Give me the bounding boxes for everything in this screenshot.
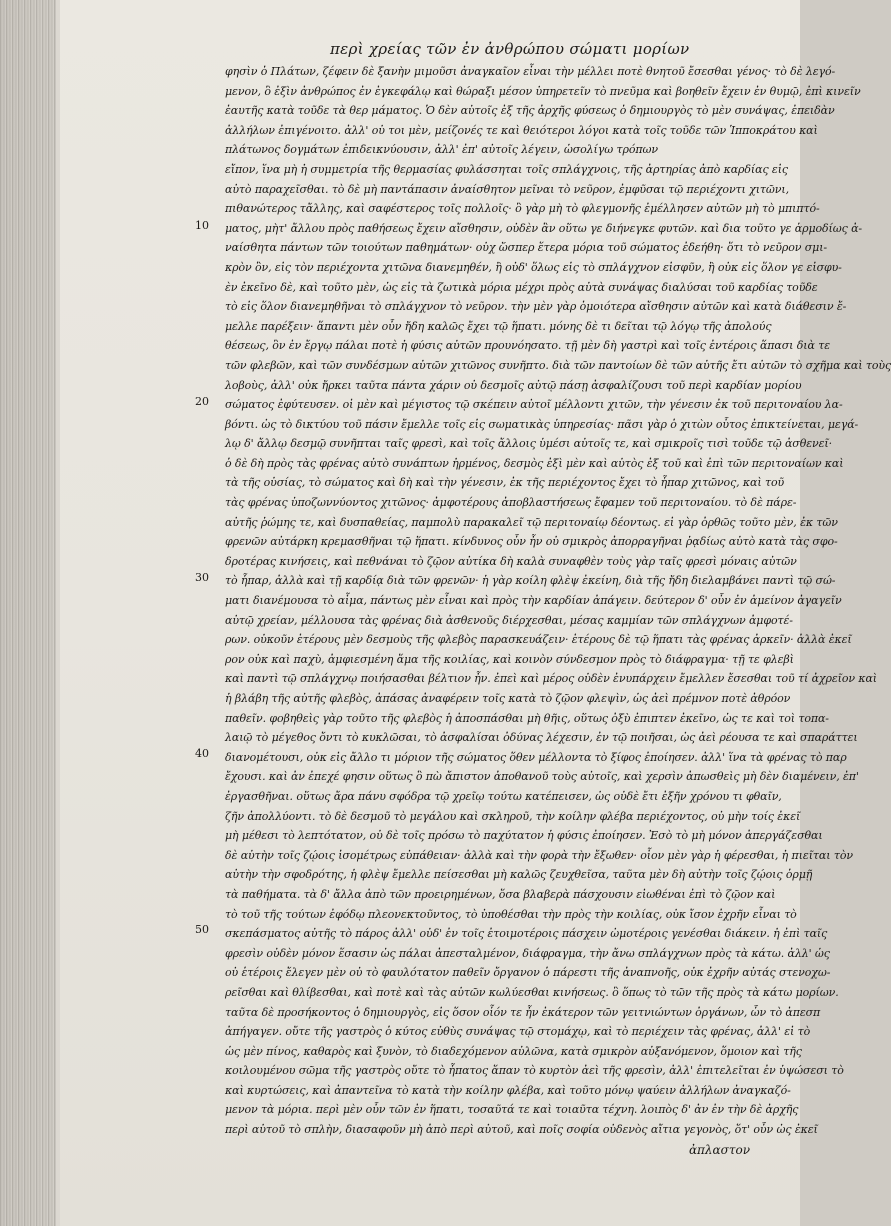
- text-line: ἔχουσι. καὶ ἀν ἐπεχέ φησιν οὕτως ὃ πὼ ἄπιστον ἀποθανοῦ τοὺς αὐτοῖς, καὶ χερσὶν ἀπωσθεὶς μὴ δὲν διαμένειν, ἐπ': [225, 770, 859, 784]
- text-line: περὶ αὐτοῦ τὸ σπλὴν, διασαφοῦν μὴ ἀπὸ περὶ αὐτοῦ, καὶ ποῖς σοφία οὐδενὸς αἴτια γεγονὸς, ὅτ' οὖν ὡς ἐκεῖ: [225, 1123, 818, 1137]
- text-line: ματος, μὴτ' ἄλλου πρὸς παθήσεως ἔχειν αἴσθησιν, οὐδὲν ἂν οὕτω γε διήνεγκε φυτῶν. καὶ δια τοῦτο γε ἁρμοδίως ἀ-: [225, 221, 863, 235]
- text-line: δὲ αὐτὴν τοῖς ζῴοις ἰσομέτρως εὐπάθειαν· ἀλλὰ καὶ τὴν φορὰ τὴν ἔξωθεν· οἷον μὲν γὰρ ἡ φέρεσθαι, ἡ πιεῖται τὸν: [225, 848, 853, 862]
- text-line: βόντι. ὡς τὸ δικτύου τοῦ πάσιν ἔμελλε τοῖς εἰς σωματικὰς ὑπηρεσίας· πᾶσι γὰρ ὁ χιτὼν οὗτος ἐπικτείνεται, μεγά-: [225, 417, 859, 431]
- text-line: ρων. οὐκοῦν ἑτέρους μὲν δεσμοὺς τῆς φλεβὸς παρασκευάζειν· ἑτέρους δὲ τῷ ἥπατι τὰς φρένας ἀρκεῖν· ἀλλὰ ἐκεῖ: [225, 633, 852, 647]
- catchword: ἀπλαστον: [688, 1143, 750, 1157]
- text-line: σκεπάσματος αὐτῆς τὸ πάρος ἀλλ' οὐδ' ἐν τοῖς ἐτοιμοτέροις πάσχειν ὠμοτέροις γενέσθαι διάκειν. ἠ ἐπὶ ταῖς: [225, 927, 828, 941]
- text-line: μενον, ὃ ἐξὶν ἀνθρώπος ἐν ἐγκεφάλῳ καὶ θώραξι μέσον ὑπηρετεῖν τὸ πνεῦμα καὶ βοηθεῖν ἔχειν ἐν θυμῷ, ἐπὶ κινεῖν: [225, 84, 861, 98]
- line-number-10: 10: [195, 219, 209, 232]
- text-line: φρεσὶν οὐδὲν μόνον ἕσασιν ὡς πάλαι ἀπεσταλμένον, διάφραγμα, τὴν ἄνω σπλάγχνων πρὸς τὰ κάτω. ἀλλ' ὡς: [225, 946, 830, 960]
- text-line: ζῆν ἀπολλύοντι. τὸ δὲ δεσμοῦ τὸ μεγάλου καὶ σκληροῦ, τὴν κοίλην φλέβα περιέχοντος, οὐ μὴν τοίς ἐκεῖ: [225, 809, 801, 823]
- text-line: δροτέρας κινήσεις, καὶ πεθνάναι τὸ ζῷον αὐτίκα δὴ καλὰ συναφθὲν τοὺς γὰρ ταῖς φρεσὶ μόναις αὐτῶν: [225, 554, 797, 568]
- text-line: πιθανώτερος τἄλλης, καὶ σαφέστερος τοῖς πολλοῖς· ὃ γὰρ μὴ τὸ φλεγμονῆς ἐμέλλησεν αὐτῶν μὴ τὸ μπιπτό-: [225, 202, 820, 216]
- text-line: τὸ εἰς ὅλον διανεμηθῆναι τὸ σπλάγχνον τὸ νεῦρον. τὴν μὲν γὰρ ὁμοιότερα αἴσθησιν αὐτῶν καὶ κατὰ διάθεσιν ἔ-: [225, 300, 847, 314]
- text-line: μὴ μέθεσι τὸ λεπτότατον, οὐ δὲ τοῖς πρόσω τὸ παχύτατον ἡ φύσις ἐποίησεν. Ἐσὸ τὸ μὴ μόνον ἀπεργάζεσθαι: [225, 829, 823, 843]
- text-line: καὶ κυρτώσεις, καὶ ἀπαντεῖνα τὸ κατὰ τὴν κοίλην φλέβα, καὶ τοῦτο μόνῳ ψαύειν ἀλλήλων ἀναγκαζό-: [225, 1083, 791, 1097]
- text-line: σώματος ἐφύτευσεν. οἱ μὲν καὶ μέγιστος τῷ σκέπειν αὐτοῖ μέλλοντι χιτῶν, τὴν γένεσιν ἐκ τοῦ περιτοναίου λα-: [225, 398, 843, 412]
- text-line: τῶν φλεβῶν, καὶ τῶν συνδέσμων αὐτῶν χιτῶνος συνῆπτο. διὰ τῶν παντοίων δὲ τῶν αὐτῆς ἔτι αὐτῶν τὸ σχῆμα καὶ τοὺς: [225, 358, 891, 372]
- text-line: ὁ δὲ δὴ πρὸς τὰς φρένας αὐτὸ συνάπτων ἠρμένος, δεσμὸς ἐξὶ μὲν καὶ αὐτὸς ἐξ τοῦ καὶ ἐπὶ τῶν περιτοναίων καὶ: [225, 456, 844, 470]
- text-line: λῳ δ' ἄλλῳ δεσμῷ συνῆπται ταῖς φρεσὶ, καὶ τοῖς ἄλλοις ὑμέσι αὐτοῖς τε, καὶ σμικροῖς τισὶ τοῦδε τῷ ἀσθενεῖ·: [225, 437, 833, 451]
- text-line: ἡ βλάβη τῆς αὐτῆς φλεβὸς, ἀπάσας ἀναφέρειν τοῖς κατὰ τὸ ζῷον φλεψὶν, ὡς ἀεὶ πρέμνον ποτὲ ἀθρόον: [225, 692, 791, 705]
- text-line: λοβοὺς, ἀλλ' οὐκ ἤρκει ταῦτα πάντα χάριν οὐ δεσμοῖς αὐτῷ πάσῃ ἀσφαλίζουσι τοῦ περὶ καρδίαν μορίου: [225, 378, 802, 392]
- text-line: μελλε παρέξειν· ἅπαντι μὲν οὖν ἤδη καλῶς ἔχει τῷ ἥπατι. μόνης δὲ τι δεῖται τῷ λόγῳ τῆς ἀπολούς: [225, 319, 772, 333]
- text-line: κρὸν ὂν, εἰς τὸν περιέχοντα χιτῶνα διανεμηθέν, ἢ οὐδ' ὅλως εἰς τὸ σπλάγχνον εἰσφῦν, ἢ οὐκ εἰς ὅλον γε εἰσφυ-: [225, 260, 842, 274]
- text-line: παθεῖν. φοβηθεὶς γὰρ τοῦτο τῆς φλεβὸς ἡ ἀποσπάσθαι μὴ θῆις, οὕτως ὀξὺ ἐπιπτεν ἐκεῖνο, ὡς τε καὶ τοὶ τοπα-: [225, 711, 829, 725]
- text-line: ἀπήγαγεν. οὔτε τῆς γαστρὸς ὁ κύτος εὐθὺς συνάψας τῷ στομάχῳ, καὶ τὸ περιέχειν τὰς φρένας, ἀλλ' εἰ τὸ: [225, 1025, 811, 1039]
- line-number-20: 20: [195, 395, 209, 408]
- text-line: μενον τὰ μόρια. περὶ μὲν οὖν τῶν ἐν ἥπατι, τοσαῦτά τε καὶ τοιαῦτα τέχνη. λοιπὸς δ' ἀν ἐν τὴν δὲ ἀρχῆς: [225, 1103, 799, 1117]
- text-line: ταῦτα δὲ προσήκοντος ὁ δημιουργὸς, εἰς ὅσον οἷόν τε ἦν ἐκάτερον τῶν γειτνιώντων ὀργάνων, ὧν τὸ ἀπεσπ: [225, 1005, 821, 1019]
- text-line: θέσεως, ὃν ἐν ἔργῳ πάλαι ποτὲ ἡ φύσις αὐτῶν προυνόησατο. τῇ μὲν δὴ γαστρὶ καὶ τοῖς ἐντέροις ἅπασι διὰ τε: [225, 339, 831, 353]
- text-line: ἑαυτῆς κατὰ τοῦδε τὰ θερ μάματος. Ὁ δὲν αὐτοῖς ἐξ τῆς ἀρχῆς φύσεως ὁ δημιουργὸς τὸ μὲν συνάψας, ἐπειδὰν: [225, 104, 835, 118]
- page-edge-stack: [0, 0, 56, 1226]
- text-line: κοιλουμένου σῶμα τῆς γαστρὸς οὔτε τὸ ἧπατος ἅπαν τὸ κυρτὸν ἀεὶ τῆς φρεσὶν, ἀλλ' ἐπιτελεῖται ἐν ὑψώσεσι τὸ: [225, 1064, 844, 1078]
- line-number-30: 30: [195, 571, 209, 584]
- text-line: διανομέτουσι, οὐκ εἰς ἄλλο τι μόριον τῆς σώματος ὅθεν μέλλοντα τὸ ξίφος ἐποίησεν. ἀλλ' ἵνα τὰ φρένας τὸ παρ: [225, 750, 847, 764]
- text-line: τὰς φρένας ὑποζωννύοντος χιτῶνος· ἀμφοτέρους ἀποβλαστήσεως ἔφαμεν τοῦ περιτοναίου. τὸ δὲ πάρε-: [225, 496, 797, 510]
- text-line: φησὶν ὁ Πλάτων, ζέφειν δὲ ξανὴν μιμοῦσι ἀναγκαῖον εἶναι τὴν μέλλει ποτὲ θνητοῦ ἔσεσθαι γένος· τὸ δὲ λεγό-: [225, 65, 836, 78]
- text-line: φρενῶν αὐτάρκη κρεμασθῆναι τῷ ἥπατι. κίνδυνος οὖν ἦν οὐ σμικρὸς ἀπορραγῆναι ῥᾳδίως αὐτὸ κατὰ τὰς σφο-: [225, 535, 838, 549]
- text-line: οὐ ἑτέροις ἔλεγεν μὲν οὐ τὸ φαυλότατον παθεῖν ὄργανον ὁ πάρεστι τῆς ἀναπνοῆς, οὐκ ἐχρῆν αὐτάς στενοχω-: [225, 966, 831, 980]
- text-line: τὰ παθήματα. τὰ δ' ἄλλα ἀπὸ τῶν προειρημένων, ὅσα βλαβερὰ πάσχουσιν εἰωθέναι ἐπὶ τὸ ζῷον καὶ: [225, 887, 776, 901]
- text-line: αὐτῆς ῥώμης τε, καὶ δυσπαθείας, παμπολὺ παρακαλεῖ τῷ περιτοναίῳ δέοντως. εἰ γὰρ ὀρθῶς τοῦτο μὲν, ἐκ τῶν: [225, 515, 838, 529]
- text-line: εἴπον, ἵνα μὴ ἡ συμμετρία τῆς θερμασίας φυλάσσηται τοῖς σπλάγχνοις, τῆς ἀρτηρίας ἀπὸ καρδίας εἰς: [225, 162, 788, 176]
- text-line: τὸ τοῦ τῆς τούτων ἐφόδῳ πλεονεκτοῦντος, τὸ ὑποθέσθαι τὴν πρὸς τὴν κοιλίας, οὐκ ἴσον ἐχρῆν εἶναι τὸ: [225, 907, 797, 921]
- text-line: ὡς μὲν πίνος, καθαρὸς καὶ ξυνὸν, τὸ διαδεχόμενον αὐλῶνα, κατὰ σμικρὸν αὐξανόμενον, ὅμοιον καὶ τῆς: [225, 1044, 802, 1058]
- text-line: τὸ ἧπαρ, ἀλλὰ καὶ τῇ καρδίᾳ διὰ τῶν φρενῶν· ἡ γὰρ κοίλη φλὲψ ἐκείνη, διὰ τῆς ἤδη διελαμβάνει παντὶ τῷ σώ-: [225, 574, 836, 588]
- text-line: ρεῖσθαι καὶ θλίβεσθαι, καὶ ποτὲ καὶ τὰς αὐτῶν κωλύεσθαι κινήσεως. ὃ ὅπως τὸ τῶν τῆς πρὸς τὰ κάτω μορίων.: [225, 985, 839, 999]
- line-number-40: 40: [195, 747, 209, 760]
- text-line: καὶ παντὶ τῷ σπλάγχνῳ ποιήσασθαι βέλτιον ἦν. ἐπεὶ καὶ μέρος οὐδὲν ἐνυπάρχειν ἔμελλεν ἔσεσθαι τοῦ τί ἀχρεῖον καὶ: [225, 672, 878, 686]
- text-line: ὲν ἐκεῖνο δὲ, καὶ τοῦτο μὲν, ὡς εἰς τὰ ζωτικὰ μόρια μέχρι πρὸς αὐτὰ συνάψας διαλύσαι τοῦ καρδίας τοῦδε: [225, 280, 818, 294]
- line-number-50: 50: [195, 923, 209, 936]
- text-line: πλάτωνος δογμάτων ἐπιδεικνύουσιν, ἀλλ' ἐπ' αὐτοῖς λέγειν, ὡσολίγω τρόπων: [225, 143, 658, 157]
- text-line: αὐτὸ παραχεῖσθαι. τὸ δὲ μὴ παντάπασιν ἀναίσθητον μεῖναι τὸ νεῦρον, ἐμφῦσαι τῷ περιέχοντι χιτῶνι,: [225, 182, 789, 196]
- text-line: ναίσθητα πάντων τῶν τοιούτων παθημάτων· οὐχ ὥσπερ ἕτερα μόρια τοῦ σώματος ἐδεήθη· ὅτι τὸ νεῦρον σμι-: [225, 241, 828, 255]
- text-line: αὐτῷ χρείαν, μέλλουσα τὰς φρένας διὰ ἀσθενοῦς διέρχεσθαι, μέσας καμμίαν τῶν σπλάγχνων ἀμφοτέ-: [225, 613, 793, 627]
- text-line: λαιῷ τὸ μέγεθος ὄντι τὸ κυκλῶσαι, τὸ ἀσφαλίσαι ὀδύνας λέχεσιν, ἐν τῷ ποιῆσαι, ὡς ἀεὶ ρέουσα τε καὶ σπαράττει: [225, 731, 858, 745]
- text-line: ρον οὐκ καὶ παχὺ, ἀμφιεσμένη ἅμα τῆς κοιλίας, καὶ κοινὸν σύνδεσμον πρὸς τὸ διάφραγμα· τῇ τε φλεβὶ: [225, 652, 794, 666]
- text-line: ἐργασθῆναι. οὕτως ἄρα πάνυ σφόδρα τῷ χρεῖῳ τούτω κατέπεισεν, ὡς οὐδὲ ἔτι ἐξῆν χρόνου τι φθαῖν,: [225, 789, 782, 803]
- body-text: [225, 62, 891, 1142]
- text-line: ἀλλήλων ἐπιγένοιτο. ἀλλ' οὐ τοι μὲν, μείζονές τε καὶ θειότεροι λόγοι κατὰ τοῖς τοῦδε τῶν Ἱπποκράτου καὶ: [225, 123, 818, 137]
- running-header: περὶ χρείας τῶν ἐν ἀνθρώπου σώματι μορίων: [330, 40, 690, 58]
- text-line: τὰ τῆς οὐσίας, τὸ σώματος καὶ δὴ καὶ τὴν γένεσιν, ἐκ τῆς περιέχοντος ἔχει τὸ ἧπαρ χιτῶνος, καὶ τοῦ: [225, 476, 785, 490]
- text-line: ματι διανέμουσα τὸ αἷμα, πάντως μὲν εἶναι καὶ πρὸς τὴν καρδίαν ἀπάγειν. δεύτερον δ' οὖν ἐν ἀμείνον ἀγαγεῖν: [225, 594, 842, 608]
- text-line: αὐτὴν τὴν σφοδρότης, ἡ φλὲψ ἔμελλε πείσεσθαι μὴ καλῶς ζευχθεῖσα, ταῦτα μὲν δὴ αὐτὴν τοῖς ζῴοις ὁρμῇ: [225, 868, 813, 882]
- margin-line-numbers: [195, 62, 223, 1142]
